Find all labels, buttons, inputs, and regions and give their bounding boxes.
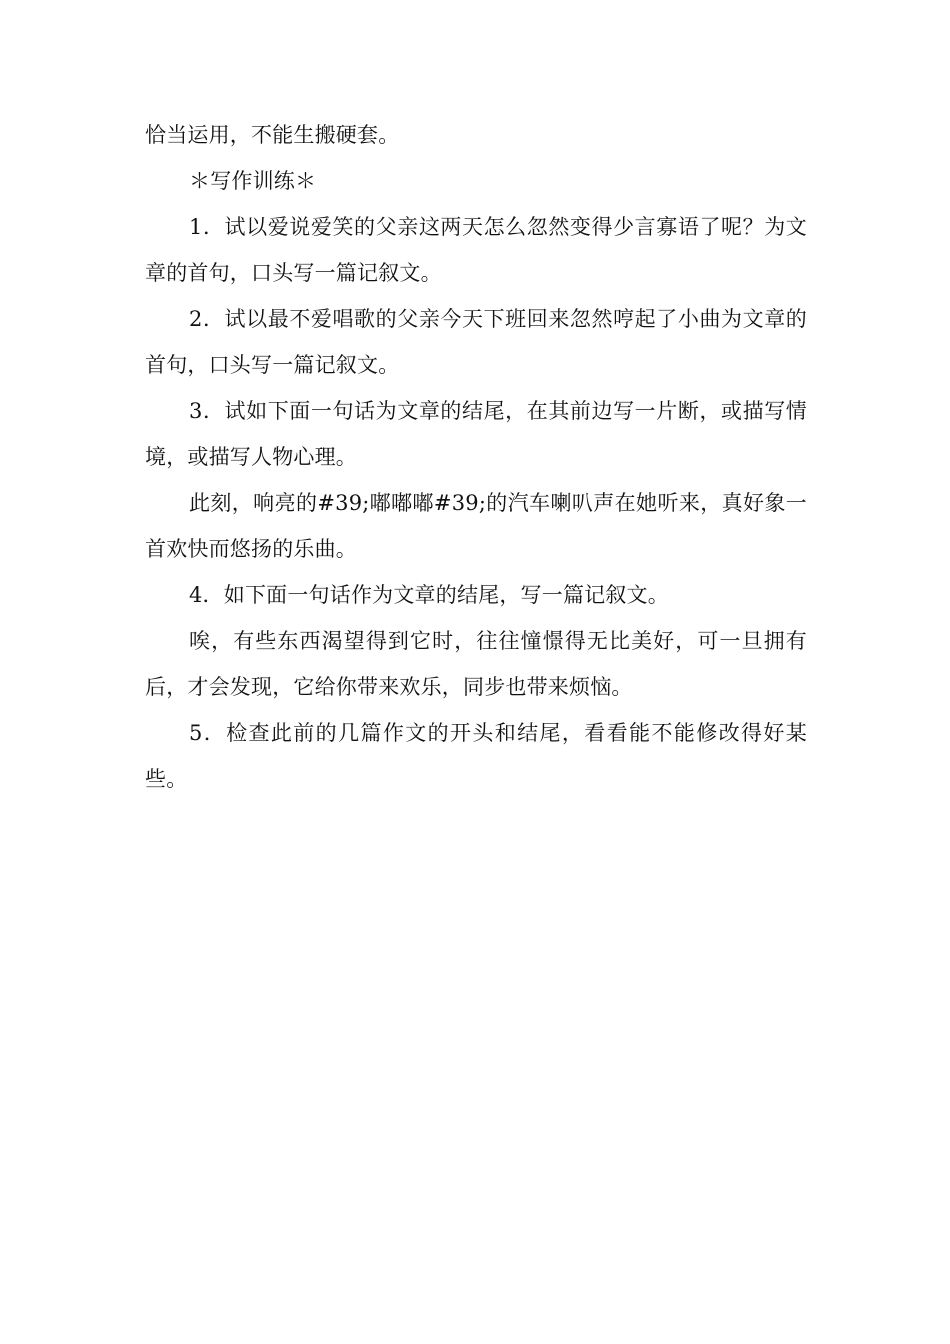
exercise-1: 1．试以爱说爱笑的父亲这两天怎么忽然变得少言寡语了呢？为文章的首句，口头写一篇记叙文。 [145,215,807,285]
document-body [145,112,807,802]
exercise-4-quote: 唉，有些东西渴望得到它时，往往憧憬得无比美好，可一旦拥有后，才会发现，它给你带来欢乐，同步也带来烦恼。 [145,629,807,699]
paragraph-continuation: 恰当运用，不能生搬硬套。 [145,123,400,147]
exercise-3: 3．试如下面一句话为文章的结尾，在其前边写一片断，或描写情境，或描写人物心理。 [145,399,807,469]
section-heading-writing-practice: ＊写作训练＊ [189,169,317,193]
exercise-2: 2．试以最不爱唱歌的父亲今天下班回来忽然哼起了小曲为文章的首句，口头写一篇记叙文。 [145,307,807,377]
exercise-4: 4．如下面一句话作为文章的结尾，写一篇记叙文。 [189,583,669,607]
exercise-3-quote: 此刻，响亮的#39;嘟嘟嘟#39;的汽车喇叭声在她听来，真好象一首欢快而悠扬的乐曲。 [145,491,807,561]
exercise-5: 5．检查此前的几篇作文的开头和结尾，看看能不能修改得好某些。 [145,721,807,791]
